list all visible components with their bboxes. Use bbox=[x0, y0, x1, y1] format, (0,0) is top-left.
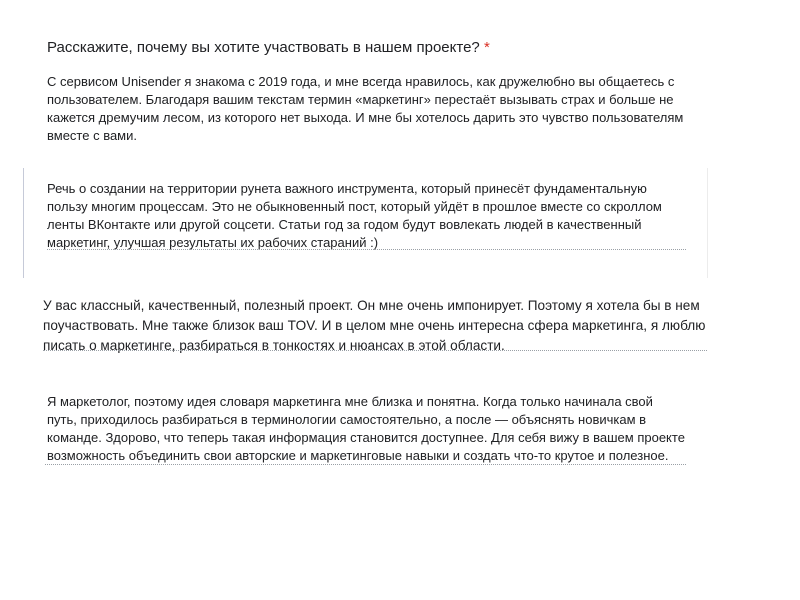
answer-2-underline bbox=[47, 249, 686, 250]
answer-1-line: вместе с вами. bbox=[47, 128, 137, 143]
answer-1-line: С сервисом Unisender я знакома с 2019 года, и мне всегда нравилось, как дружелюбно вы общаетесь с bbox=[47, 74, 675, 89]
answer-2-line: маркетинг, улучшая результаты их рабочих стараний :) bbox=[47, 235, 379, 250]
answer-text-2[interactable] bbox=[47, 180, 662, 252]
answer-4-underline bbox=[45, 464, 686, 465]
question-text: Расскажите, почему вы хотите участвовать в нашем проекте? bbox=[47, 39, 480, 56]
answer-3-line: писать о маркетинге, разбираться в тонкостях и нюансах в этой области. bbox=[43, 338, 505, 353]
answer-4-line: команде. Здорово, что теперь такая информация становится доступнее. Для себя вижу в вашем проекте bbox=[47, 430, 685, 445]
answer-text-3[interactable] bbox=[43, 296, 705, 356]
question-title bbox=[47, 38, 747, 58]
answer-1-line: пользователем. Благодаря вашим текстам термин «маркетинг» перестаёт вызывать страх и больше не bbox=[47, 92, 674, 107]
answer-2-line: Речь о создании на территории рунета важного инструмента, который принесёт фундаментальную bbox=[47, 181, 647, 196]
answer-2-line: ленты ВКонтакте или другой соцсети. Статьи год за годом будут вовлекать людей в качественный bbox=[47, 217, 642, 232]
answer-4-line: путь, приходилось разбираться в терминологии самостоятельно, а после — объяснять новичкам в bbox=[47, 412, 647, 427]
answer-3-line: поучаствовать. Мне также близок ваш TOV. И в целом мне очень интересна сфера маркетинга, я люблю bbox=[43, 318, 706, 333]
answer-4-line: возможность объединить свои авторские и маркетинговые навыки и создать что-то крутое и полезное. bbox=[47, 448, 669, 463]
answer-2-line: пользу многим процессам. Это не обыкновенный пост, который уйдёт в прошлое вместе со скроллом bbox=[47, 199, 662, 214]
answer-text-4[interactable] bbox=[47, 393, 685, 465]
answer-4-line: Я маркетолог, поэтому идея словаря маркетинга мне близка и понятна. Когда только начинала свой bbox=[47, 394, 653, 409]
answer-text-1 bbox=[47, 73, 683, 145]
required-asterisk: * bbox=[483, 39, 490, 56]
answer-1-line: кажется дремучим лесом, из которого нет выхода. И мне бы хотелось дарить это чувство пользователям bbox=[47, 110, 684, 125]
answer-3-line: У вас классный, качественный, полезный проект. Он мне очень импонирует. Поэтому я хотела бы в нем bbox=[43, 298, 700, 313]
answer-3-underline bbox=[43, 350, 707, 351]
